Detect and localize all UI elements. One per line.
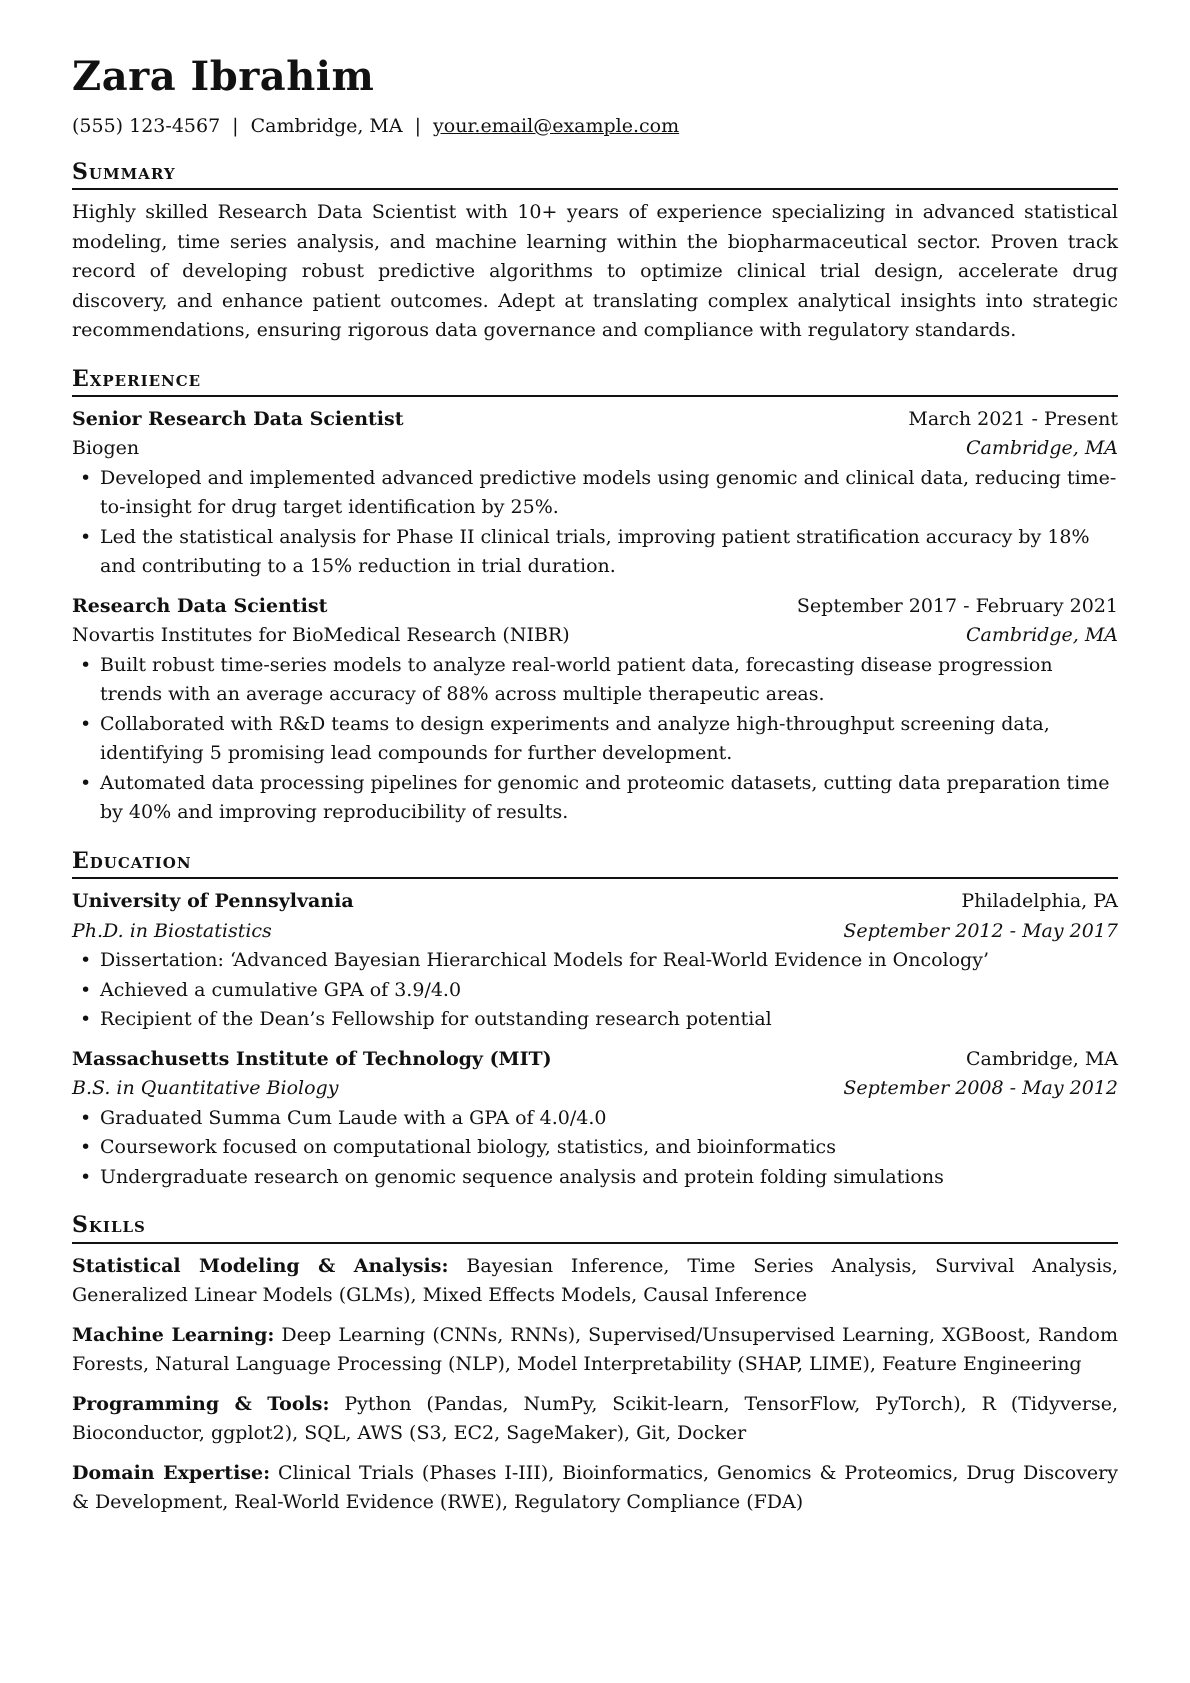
school-location: Cambridge, MA [965,1047,1118,1070]
email-link[interactable]: your.email@example.com [433,115,680,137]
job-bullets [72,464,1118,582]
contact-separator: | [232,115,239,137]
school-location: Philadelphia, PA [961,890,1118,913]
phone-number: (555) 123-4567 [72,115,221,137]
education-section [72,848,1118,1192]
section-title-experience: Experience [72,366,1118,397]
skill-text: Deep Learning (CNNs, RNNs), Supervised/Unsupervised Learning, XGBoost, Random Forests, Natural Language Processing (NLP), Model Interpretability (SHAP, LIME), Feature Engineering [72,1323,1119,1376]
job-entry [72,592,1118,828]
skill-label: Programming & Tools: [72,1392,330,1415]
degree: B.S. in Quantitative Biology [72,1077,339,1100]
section-title-skills: Skills [72,1212,1118,1243]
location: Cambridge, MA [250,115,403,137]
experience-section [72,366,1118,828]
skills-section [72,1212,1118,1517]
education-entry [72,1045,1118,1193]
education-dates: September 2008 - May 2012 [843,1077,1118,1100]
resume-page [72,54,1118,1528]
job-role: Senior Research Data Scientist [72,407,404,430]
section-title-summary: Summary [72,159,1118,190]
list-item: • Achieved a cumulative GPA of 3.9/4.0 [72,976,1118,1006]
contact-line [72,114,1118,139]
skill-text: Python (Pandas, NumPy, Scikit-learn, TensorFlow, PyTorch), R (Tidyverse, Bioconductor, ggplot2), SQL, AWS (S3, EC2, SageMaker), Git, Docker [72,1392,1118,1445]
summary-section [72,159,1118,346]
contact-separator: | [414,115,422,137]
summary-text: Highly skilled Research Data Scientist with 10+ years of experience specializing in advanced statistical modeling, time series analysis, and machine learning within the biopharmaceutical sector. Proven track record of developing robust predictive algorithms to optimize clinical trial design, accelerate drug discovery, and enhance patient outcomes. Adept at translating complex analytical insights into strategic recommendations, ensuring rigorous data governance and compliance with regulatory standards. [72,201,1118,342]
list-item: • Built robust time-series models to analyze real-world patient data, forecasting disease progression trends with an average accuracy of 88% across multiple therapeutic areas. [72,651,1118,710]
skill-text: Clinical Trials (Phases I-III), Bioinformatics, Genomics & Proteomics, Drug Discovery & Development, Real-World Evidence (RWE), Regulatory Compliance (FDA) [72,1461,1118,1514]
section-title-education: Education [72,848,1118,879]
skill-group [72,1459,1118,1518]
education-dates: September 2012 - May 2017 [843,919,1118,942]
education-bullets [72,1104,1118,1193]
list-item: • Collaborated with R&D teams to design experiments and analyze high-throughput screening data, identifying 5 promising lead compounds for further development. [72,710,1118,769]
list-item: • Developed and implemented advanced predictive models using genomic and clinical data, reducing time-to-insight for drug target identification by 25%. [72,464,1118,523]
candidate-name: Zara Ibrahim [72,53,375,100]
job-dates: March 2021 - Present [908,407,1118,430]
skill-group [72,1321,1118,1380]
list-item: • Graduated Summa Cum Laude with a GPA of 4.0/4.0 [72,1104,1118,1134]
job-entry [72,405,1118,582]
job-location: Cambridge, MA [965,437,1118,460]
skill-group [72,1252,1118,1311]
list-item: • Led the statistical analysis for Phase II clinical trials, improving patient stratification accuracy by 18% and contributing to a 15% reduction in trial duration. [72,523,1118,582]
education-bullets [72,946,1118,1035]
job-bullets [72,651,1118,828]
school-name: University of Pennsylvania [72,890,354,913]
job-company: Novartis Institutes for BioMedical Research (NIBR) [72,624,570,647]
skill-group [72,1390,1118,1449]
school-name: Massachusetts Institute of Technology (MIT) [72,1047,552,1070]
list-item: • Recipient of the Dean’s Fellowship for outstanding research potential [72,1005,1118,1035]
job-company: Biogen [72,437,140,460]
skill-label: Machine Learning: [72,1323,275,1346]
education-entry [72,887,1118,1035]
list-item: • Automated data processing pipelines for genomic and proteomic datasets, cutting data preparation time by 40% and improving reproducibility of results. [72,769,1118,828]
skill-text: Bayesian Inference, Time Series Analysis, Survival Analysis, Generalized Linear Models (GLMs), Mixed Effects Models, Causal Inference [72,1254,1119,1307]
job-dates: September 2017 - February 2021 [796,594,1118,617]
list-item: • Undergraduate research on genomic sequence analysis and protein folding simulations [72,1163,1118,1193]
job-location: Cambridge, MA [965,624,1118,647]
skill-label: Domain Expertise: [72,1461,271,1484]
list-item: • Dissertation: ‘Advanced Bayesian Hierarchical Models for Real-World Evidence in Oncology’ [72,946,1118,976]
skill-label: Statistical Modeling & Analysis: [72,1254,449,1277]
list-item: • Coursework focused on computational biology, statistics, and bioinformatics [72,1133,1118,1163]
job-role: Research Data Scientist [72,594,328,617]
degree: Ph.D. in Biostatistics [72,919,272,942]
